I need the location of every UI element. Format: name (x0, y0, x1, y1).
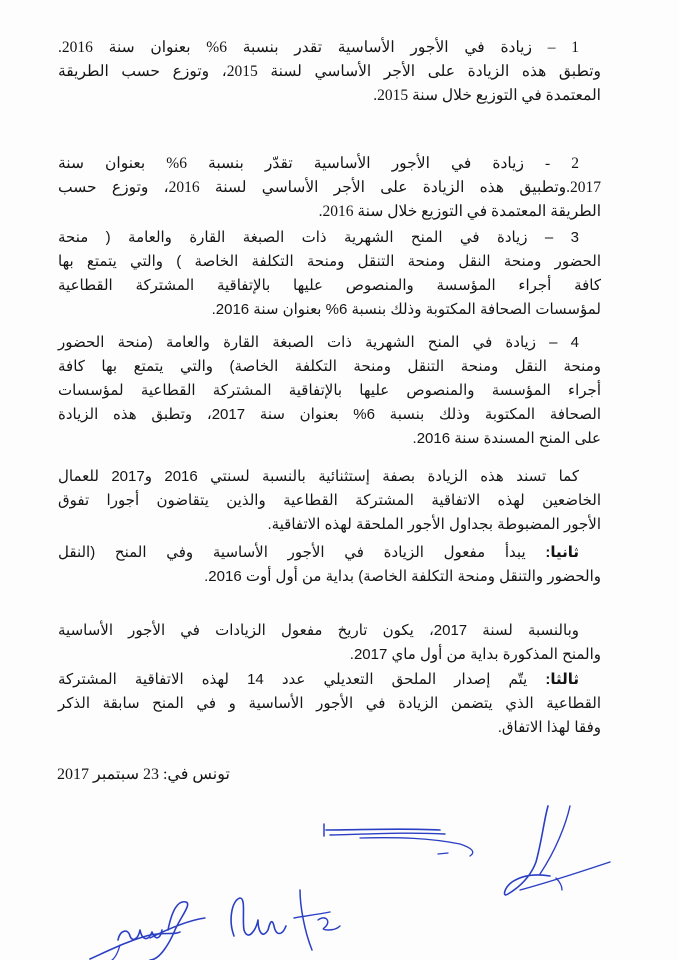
clause-text: يتّم إصدار الملحق التعديلي عدد 14 لهذه الاتفاقية المشتركة (58, 671, 546, 688)
exception-paragraph (58, 465, 601, 537)
clause-line: 3 – زيادة في المنح الشهرية ذات الصبغة القارة والعامة ( منحة (58, 229, 579, 246)
clause-line: 4 – زيادة في المنح الشهرية ذات الصبغة القارة والعامة (منحة الحضور (58, 334, 579, 351)
clause-line: المعتمدة في التوزيع خلال سنة 2015. (373, 87, 601, 104)
clause-text: يبدأ مفعول الزيادة في الأجور الأساسية وفي المنح (النقل (58, 544, 546, 561)
clause-line: الخاضعين لهذه الاتفاقية المشتركة القطاعية والذين يتقاضون أجورا تفوق (58, 492, 601, 509)
clause-second (58, 541, 601, 589)
clause-label: ثانيا: (545, 544, 579, 561)
clause-line: والمنح المذكورة بداية من أول ماي 2017. (349, 646, 601, 663)
clause-line (58, 668, 601, 692)
clause-line: لمؤسسات الصحافة المكتوبة وذلك بنسبة 6% بعنوان سنة 2016. (211, 301, 601, 318)
signature-2 (231, 890, 340, 950)
clause-line: 2 - زيادة في الأجور الأساسية تقدّر بنسبة 6% بعنوان سنة (58, 155, 579, 172)
clause-line: الصحافة المكتوبة وذلك بنسبة 6% بعنوان سنة 2017، وتطبق هذه الزيادة (58, 406, 601, 423)
clause-third (58, 668, 601, 740)
clause-line: على المنح المسندة سنة 2016. (412, 430, 601, 447)
clause-item-2 (58, 152, 601, 224)
signature-4 (505, 806, 610, 895)
clause-line: أجراء المؤسسة والمنصوص عليها بالإتفاقية المشتركة القطاعية لمؤسسات (58, 382, 601, 399)
signature-1 (90, 902, 205, 960)
clause-item-4 (58, 331, 601, 451)
clause-line: كافة أجراء المؤسسة والمنصوص عليها بالإتفاقية المشتركة القطاعية (58, 277, 601, 294)
clause-line: وفقا لهذا الاتفاق. (497, 719, 601, 736)
signature-3 (324, 824, 473, 856)
clause-line (58, 541, 601, 565)
place-date-line: تونس في: 23 سبتمبر 2017 (57, 766, 230, 783)
clause-line: الحضور ومنحة النقل ومنحة التنقل ومنحة التكلفة الخاصة ) والتي يتمتع بها (58, 253, 601, 270)
clause-line: الأجور المضبوطة بجداول الأجور الملحقة لهذه الاتفاقية. (267, 516, 601, 533)
signatures-area (0, 790, 679, 960)
clause-line: وبالنسبة لسنة 2017، يكون تاريخ مفعول الزيادات في الأجور الأساسية (58, 622, 579, 639)
clause-line: كما تسند هذه الزيادة بصفة إستثنائية بالنسبة لسنتي 2016 و2017 للعمال (58, 468, 579, 485)
clause-line: الطريقة المعتمدة في التوزيع خلال سنة 2016. (318, 203, 601, 220)
clause-line: والحضور والتنقل ومنحة التكلفة الخاصة) بداية من أول أوت 2016. (204, 568, 601, 585)
clause-line: ومنحة النقل ومنحة التنقل ومنحة التكلفة الخاصة) والتي يتمتع بها كافة (58, 358, 601, 375)
clause-item-1 (58, 36, 601, 108)
clause-line: القطاعية الذي يتضمن الزيادة في الأجور الأساسية و في المنح سابقة الذكر (58, 695, 601, 712)
clause-label: ثالثا: (545, 671, 579, 688)
clause-line: 1 – زيادة في الأجور الأساسية تقدر بنسبة 6% بعنوان سنة 2016. (58, 39, 579, 56)
clause-line: 2017.وتطبيق هذه الزيادة على الأجر الأساسي لسنة 2016، وتوزع حسب (58, 179, 602, 196)
year-2017-paragraph (58, 619, 601, 667)
clause-item-3 (58, 226, 601, 322)
clause-line: وتطبق هذه الزيادة على الأجر الأساسي لسنة 2015، وتوزع حسب الطريقة (58, 63, 601, 80)
